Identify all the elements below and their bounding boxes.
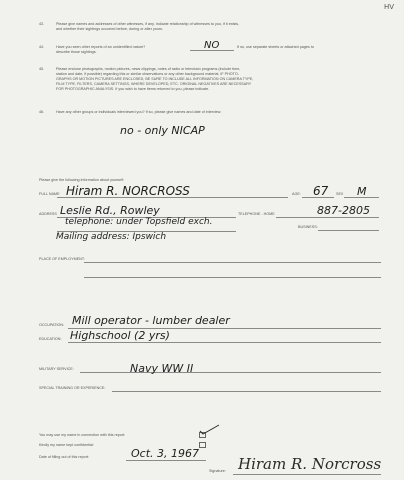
date-line [126,460,206,461]
q45-text-line2: station and date, if possible) regarding this or similar observations or any other background material. IF PHOTO- [56,72,239,76]
signature-line [233,474,381,475]
q43-text-line1: Please give names and addresses of other witnesses, if any. Indicate relationship of witnesses to you, if it exists, [56,22,240,26]
telephone-line [276,217,379,218]
education-value: Highschool (2 yrs) [70,329,170,342]
q45-number: 45. [39,67,45,71]
q45-text-line5: FOR PHOTOGRAPHIC ANALYSIS. If you wish to have items returned to you, please indicate. [56,87,210,91]
full-name-value: Hiram R. NORCROSS [66,184,190,198]
date-value: Oct. 3, 1967 [131,447,199,460]
military-service-label: MILITARY SERVICE: [39,367,74,371]
q43-number: 43. [39,22,45,26]
q45-text-line3: GRAPHS OR MOTION PICTURES ARE ENCLOSED, BE SURE TO INCLUDE ALL INFORMATION ON CAMERA TYPE, [56,77,254,81]
q43-text-line2: and whether their sightings occurred before, during or after yours. [56,27,163,31]
telephone-value: 887-2805 [317,204,370,217]
keep-confidential-label: Kindly my name kept confidential: [39,443,94,447]
q44-text-line1: Have you seen other reports of an unidentified nature? [56,45,146,49]
occupation-value: Mill operator - lumber dealer [72,314,230,327]
q46-answer: no - only NICAP [120,124,205,137]
q44-text-line1b: If so, use separate sheets or attached pages to [237,45,314,49]
sex-label: SEX [336,192,344,196]
age-label: AGE: [292,192,301,196]
special-training-label: SPECIAL TRAINING OR EXPERIENCE: [39,386,106,390]
place-of-employment-label: PLACE OF EMPLOYMENT: [39,257,85,261]
q44-number: 44. [39,45,45,49]
q46-number: 46. [39,110,45,114]
checkmark-icon [199,424,221,436]
corner-mark: HV [384,3,395,11]
education-line [68,342,381,343]
sex-value: M [357,185,367,198]
signature-value: Hiram R. Norcross [238,455,382,473]
place-of-employment-line-2 [84,277,381,278]
address-note-telephone: telephone: under Topsfield exch. [65,217,213,227]
full-name-label: FULL NAME [39,192,60,196]
age-value: 67 [313,184,329,198]
q45-text-line1: Please enclose photographs, motion pictures, news clippings, notes of radio or television programs (include time, [56,67,241,71]
q46-text-line1: Have any other groups or individuals interviewed you? If so, please give names and date of interview. [56,110,222,114]
occupation-label: OCCUPATION: [39,323,65,327]
address-note-mailing: Mailing address: Ipswich [56,232,167,242]
place-of-employment-line [84,262,381,263]
address-label: ADDRESS [39,212,57,216]
personal-intro: Please give the following information about yourself: [39,178,125,182]
special-training-line [112,391,381,392]
business-line [318,230,379,231]
business-label: BUSINESS: [298,225,318,229]
education-label: EDUCATION: [39,337,62,341]
q44-answer: NO [204,40,220,51]
use-name-label: You may use my name in connection with this report: [39,433,126,437]
signature-label: Signature: [209,469,226,473]
date-label: Date of filling out of this report: [39,455,90,459]
military-service-line [80,372,381,373]
telephone-label: TELEPHONE - HOME [238,212,275,216]
q44-text-line2: describe those sightings. [56,50,97,54]
address-value: Leslie Rd., Rowley [60,204,160,217]
military-service-value: Navy WW II [130,362,194,375]
q45-text-line4: FILM TYPE, FILTERS, CAMERA SETTINGS, WHERE DEVELOPED, ETC. ORIGINAL NEGATIVES ARE NECESSARY [56,82,252,86]
keep-confidential-checkbox[interactable] [199,442,206,448]
